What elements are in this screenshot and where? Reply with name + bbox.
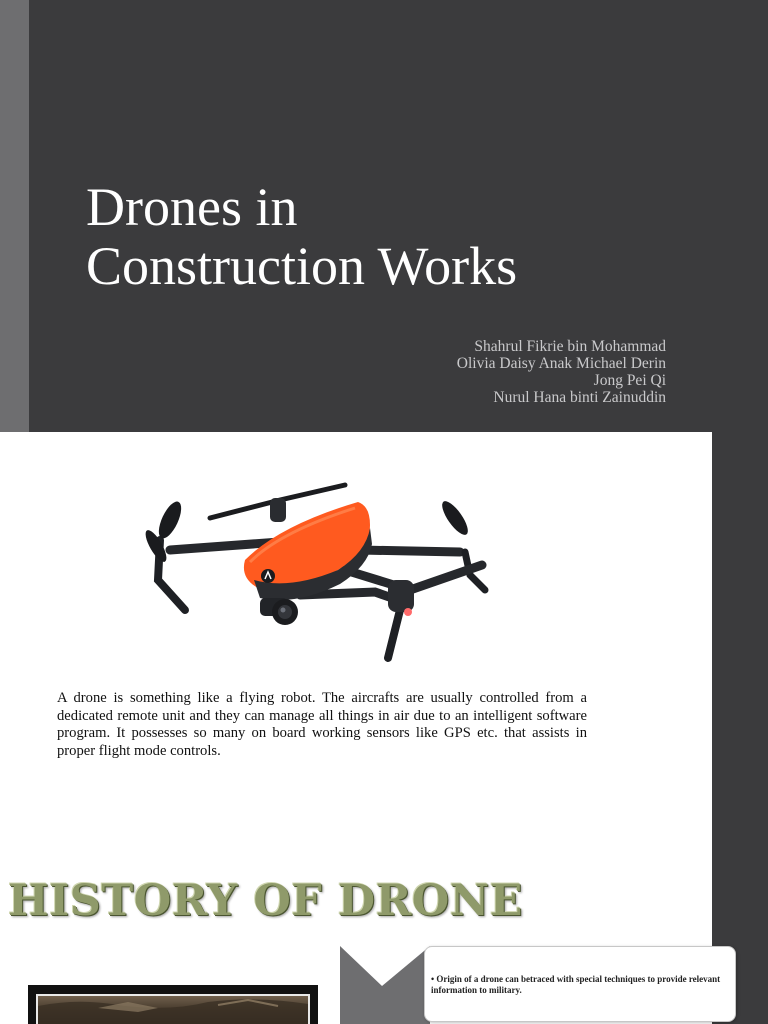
title-line-2: Construction Works: [86, 236, 518, 296]
title-slide: [0, 0, 768, 432]
author-name: Shahrul Fikrie bin Mohammad: [474, 338, 666, 355]
history-info-box: [424, 946, 736, 1022]
historical-photo-frame: [28, 985, 318, 1024]
chevron-arrow-shape: [340, 946, 430, 1024]
history-bullet-text: Origin of a drone can betraced with special techniques to provide relevant information to military.: [431, 974, 721, 995]
drone-description: A drone is something like a flying robot. The aircrafts are usually controlled from a dedicated remote unit and they can manage all things in air due to an intelligent software program. It possesses so many on board working sensors like GPS etc. that assists in proper flight mode controls.: [57, 690, 587, 759]
history-slide: [0, 866, 768, 1024]
history-title: HISTORY OF DRONE: [8, 876, 523, 926]
drone-intro-slide: [0, 432, 768, 866]
title-line-1: Drones in: [86, 177, 298, 237]
slide-right-accent-strip: [712, 432, 768, 866]
slide-left-accent-strip: [0, 0, 29, 432]
author-name: Jong Pei Qi: [593, 372, 666, 389]
history-bullet: [431, 974, 731, 995]
author-list: [457, 338, 666, 406]
historical-photo: [36, 994, 310, 1024]
author-name: Nurul Hana binti Zainuddin: [493, 389, 666, 406]
presentation-title: [86, 178, 517, 296]
drone-photo: [130, 480, 500, 680]
author-name: Olivia Daisy Anak Michael Derin: [456, 355, 666, 372]
bullet-dot-icon: •: [431, 974, 435, 984]
